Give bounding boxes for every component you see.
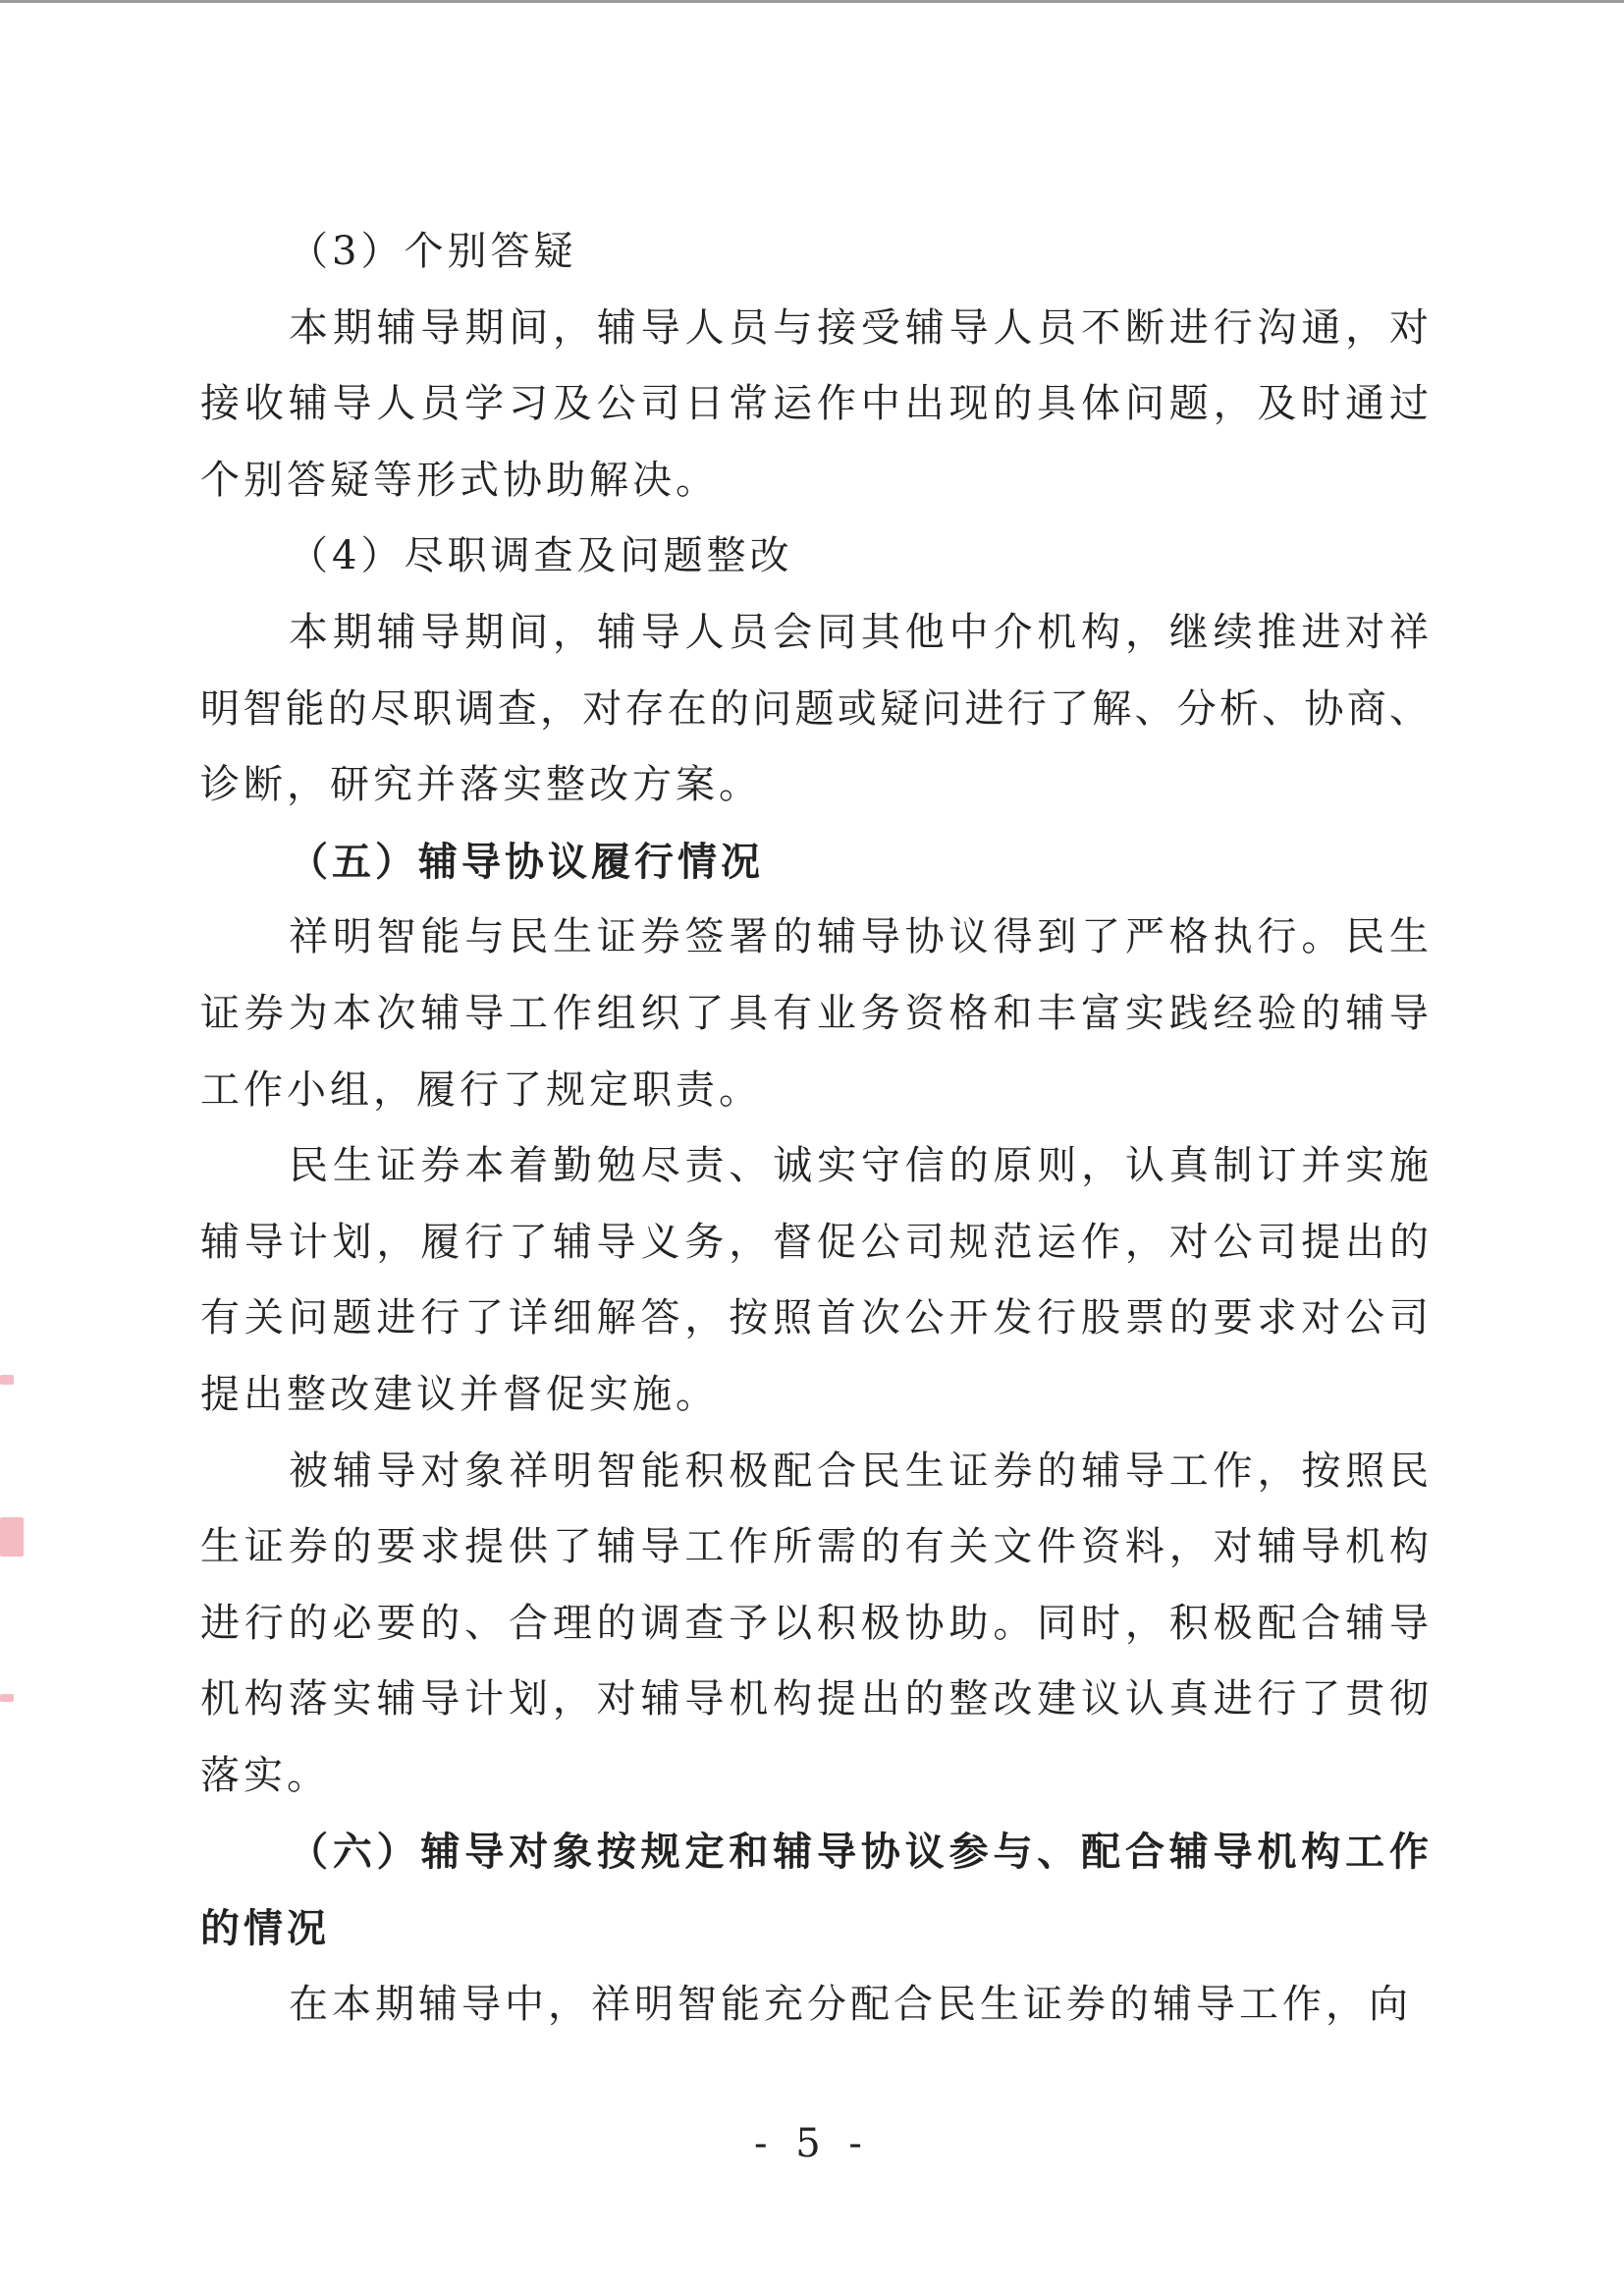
paragraph xyxy=(200,1128,1430,1433)
text-line: 有关问题进行了详细解答，按照首次公开发行股票的要求对公司 xyxy=(200,1295,1430,1341)
text-line: 接收辅导人员学习及公司日常运作中出现的具体问题，及时通过 xyxy=(200,381,1430,427)
text-line: 生证券的要求提供了辅导工作所需的有关文件资料，对辅导机构 xyxy=(200,1524,1430,1570)
text-line: 被辅导对象祥明智能积极配合民生证券的辅导工作，按照民 xyxy=(289,1448,1430,1494)
scan-mark xyxy=(0,1517,24,1557)
text-line: 辅导计划，履行了辅导义务，督促公司规范运作，对公司提出的 xyxy=(200,1219,1430,1265)
text-line: 民生证券本着勤勉尽责、诚实守信的原则，认真制订并实施 xyxy=(289,1143,1430,1189)
page-number: - 5 - xyxy=(754,2121,870,2166)
text-line: 证券为本次辅导工作组织了具有业务资格和丰富实践经验的辅导 xyxy=(200,990,1430,1036)
text-line: 在本期辅导中，祥明智能充分配合民生证券的辅导工作，向 xyxy=(289,1981,1412,2027)
text-line: 明智能的尽职调查，对存在的问题或疑问进行了解、分析、协商、 xyxy=(200,685,1430,732)
text-line: （五）辅导协议履行情况 xyxy=(289,838,764,885)
scan-mark xyxy=(0,1375,14,1385)
text-line: 祥明智能与民生证券签署的辅导协议得到了严格执行。民生 xyxy=(289,914,1430,960)
text-line: （六）辅导对象按规定和辅导协议参与、配合辅导机构工作 xyxy=(289,1829,1430,1876)
text-line: 的情况 xyxy=(200,1905,330,1952)
paragraph xyxy=(200,291,1430,519)
scan-top-edge xyxy=(0,0,1624,3)
text-line: 落实。 xyxy=(200,1752,330,1798)
paragraph xyxy=(200,900,1430,1128)
section-heading xyxy=(200,214,1430,291)
paragraph xyxy=(200,595,1430,824)
section-heading xyxy=(200,1814,1430,1966)
text-line: 提出整改建议并督促实施。 xyxy=(200,1371,719,1417)
paragraph xyxy=(200,1434,1430,1815)
text-line: 个别答疑等形式协助解决。 xyxy=(200,457,719,503)
text-line: （4）尽职调查及问题整改 xyxy=(289,533,793,579)
section-heading xyxy=(200,824,1430,901)
text-line: 本期辅导期间，辅导人员与接受辅导人员不断进行沟通，对 xyxy=(289,304,1430,351)
text-line: 进行的必要的、合理的调查予以积极协助。同时，积极配合辅导 xyxy=(200,1600,1430,1646)
section-heading xyxy=(200,519,1430,595)
text-line: 本期辅导期间，辅导人员会同其他中介机构，继续推进对祥 xyxy=(289,609,1430,655)
text-line: 诊断，研究并落实整改方案。 xyxy=(200,762,762,808)
document-body xyxy=(200,214,1430,2043)
text-line: （3）个别答疑 xyxy=(289,229,577,274)
scan-mark xyxy=(0,1694,14,1702)
paragraph xyxy=(200,1967,1430,2044)
text-line: 机构落实辅导计划，对辅导机构提出的整改建议认真进行了贯彻 xyxy=(200,1676,1430,1722)
text-line: 工作小组，履行了规定职责。 xyxy=(200,1066,762,1113)
